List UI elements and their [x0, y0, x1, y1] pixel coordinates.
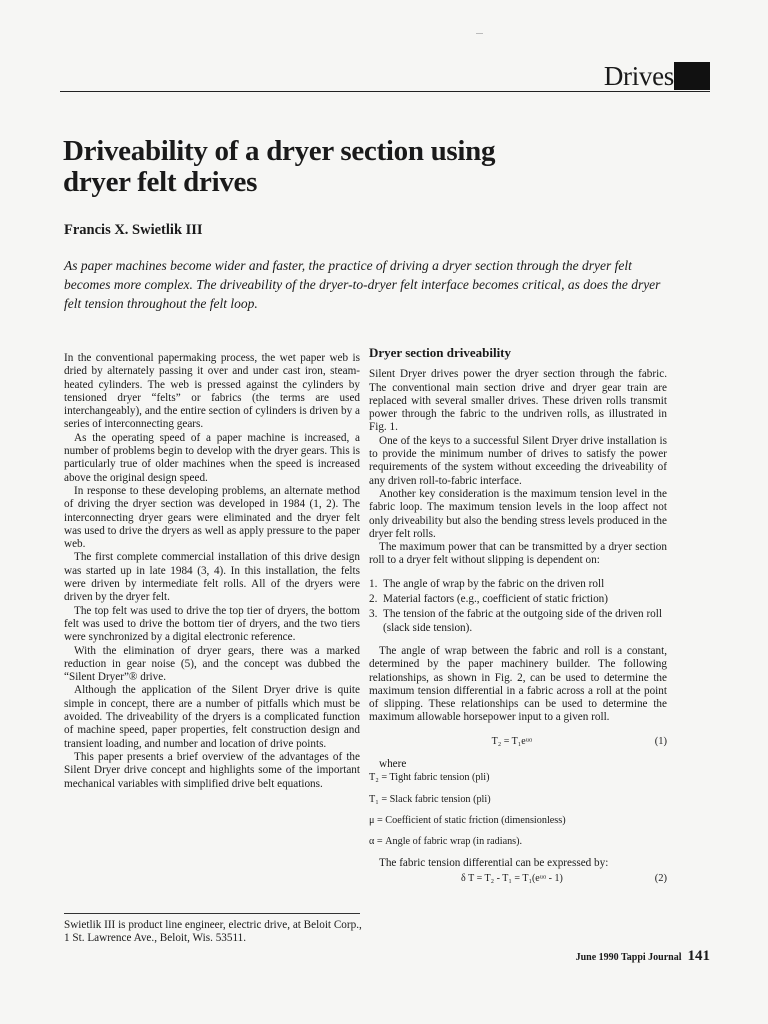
header-rule — [60, 91, 710, 92]
paragraph: Although the application of the Silent Dryer drive is quite simple in concept, there are a number of pitfalls which must be avoided. The driveability of the dryers is a complicated function of machine speed, paper properties, felt construction design and transient loading, and number and location of drive points. — [64, 684, 360, 750]
paragraph: As the operating speed of a paper machine is increased, a number of problems begin to develop with the dryer gears. This is particularly true of older machines when the speed is increased above the original design speed. — [64, 431, 360, 484]
page-footer — [576, 948, 710, 965]
definition: α = Angle of fabric wrap (in radians). — [369, 836, 523, 848]
article-title: Driveability of a dryer section using dryer felt drives — [63, 135, 496, 198]
list-item — [369, 578, 667, 591]
definition: T₁ = Slack fabric tension (pli) — [369, 793, 491, 805]
paragraph: Silent Dryer drives power the dryer section through the fabric. The conventional main section drive and dryer gear train are replaced with several smaller drives. These driven rolls transmit power through the fabric to the undriven rolls, as illustrated in Fig. 1. — [369, 368, 667, 434]
paragraph: This paper presents a brief overview of the advantages of the Silent Dryer drive concept and highlights some of the important mechanical variables with simplified drive belt equations. — [64, 750, 360, 790]
section-tag — [604, 62, 710, 90]
section-tag-block — [674, 62, 710, 90]
list-text: Material factors (e.g., coefficient of static friction) — [383, 593, 608, 606]
paragraph: The fabric tension differential can be expressed by: — [379, 856, 609, 869]
equation-expression: δ T = T₂ - T₁ = T₁(eᵘᵅ - 1) — [460, 872, 563, 884]
paragraph: The angle of wrap between the fabric and roll is a constant, determined by the paper machinery builder. The following relationships, as shown in Fig. 2, can be used to determine the maximum tension differential in a fabric across a roll at the point of slipping. These relationships can be used to determine the maximum allowable horsepower input to a given roll. — [369, 644, 667, 724]
list-number: 2. — [369, 593, 378, 606]
list-text: The tension of the fabric at the outgoing side of the driven roll (slack side tension). — [383, 608, 662, 634]
list-item — [369, 593, 667, 606]
paragraph: The top felt was used to drive the top tier of dryers, the bottom felt was used to drive the bottom tier of dryers, and the two tiers were synchronized by a digital electronic reference. — [64, 604, 360, 644]
abstract: As paper machines become wider and faster, the practice of driving a dryer section through the dryer felt becomes more complex. The driveability of the dryer-to-dryer felt interface becomes critical, as does the dryer felt tension throughout the felt loop. — [64, 258, 661, 311]
equation-1 — [369, 735, 667, 748]
list-number: 1. — [369, 577, 378, 590]
list-item — [369, 608, 667, 635]
author: Francis X. Swietlik III — [64, 222, 203, 238]
definition: μ = Coefficient of static friction (dimensionless) — [369, 814, 566, 826]
where-label: where — [379, 758, 407, 771]
equation-number: (1) — [654, 735, 667, 747]
section-heading: Dryer section driveability — [369, 345, 512, 360]
footnote-rule — [64, 913, 360, 914]
paragraph: With the elimination of dryer gears, there was a marked reduction in gear noise (5), and the concept was dubbed the “Silent Dryer”® drive. — [64, 644, 360, 684]
paragraph: Another key consideration is the maximum tension level in the fabric loop. The maximum tension levels in the loop affect not only driveability but also the bending stress levels produced in the dryer felt rolls. — [369, 487, 667, 540]
list-text: The angle of wrap by the fabric on the driven roll — [383, 577, 605, 590]
paragraph: The first complete commercial installation of this drive design was started up in late 1984 (3, 4). In this installation, the felts were driven by intermediate felt rolls. All of the dryers were driven by the dryer felt. — [64, 551, 360, 604]
journal-issue: June 1990 Tappi Journal — [575, 952, 682, 963]
left-column — [64, 352, 360, 791]
factor-list — [369, 578, 667, 635]
paragraph: The maximum power that can be transmitted by a dryer section roll to a dryer felt without slipping is dependent on: — [369, 541, 667, 567]
page-number: 141 — [687, 948, 710, 964]
equation-expression: T₂ = T₁eᵘᵅ — [491, 735, 533, 747]
equation-2 — [369, 872, 667, 885]
definition: T₂ = Tight fabric tension (pli) — [369, 772, 490, 784]
definitions-list — [369, 771, 667, 848]
paragraph: In the conventional papermaking process, the wet paper web is dried by alternately passing it over and under cast iron, steam-heated cylinders. The web is pressed against the cylinders by tensioned dryer “felts” or fabrics (the terms are used interchangeably), and the entire section of cylinders is driven by a series of interconnecting gears. — [64, 352, 360, 431]
paragraph: One of the keys to a successful Silent Dryer drive installation is to provide the minimum number of drives to satisfy the power requirements of the system without exceeding the driveability of any driven roll-to-fabric interface. — [369, 434, 667, 487]
right-column — [369, 346, 667, 895]
list-number: 3. — [369, 608, 378, 621]
section-tag-label: Drives — [603, 61, 674, 91]
print-speck — [476, 33, 483, 34]
equation-number: (2) — [654, 872, 667, 884]
author-footnote: Swietlik III is product line engineer, electric drive, at Beloit Corp., 1 St. Lawrence Ave., Beloit, Wis. 53511. — [64, 919, 362, 944]
paragraph: In response to these developing problems, an alternate method of driving the dryer section was developed in 1984 (1, 2). The interconnecting dryer gears were eliminated and the dryer felt was used to drive the dryers as well as apply pressure to the paper web. — [64, 484, 360, 551]
